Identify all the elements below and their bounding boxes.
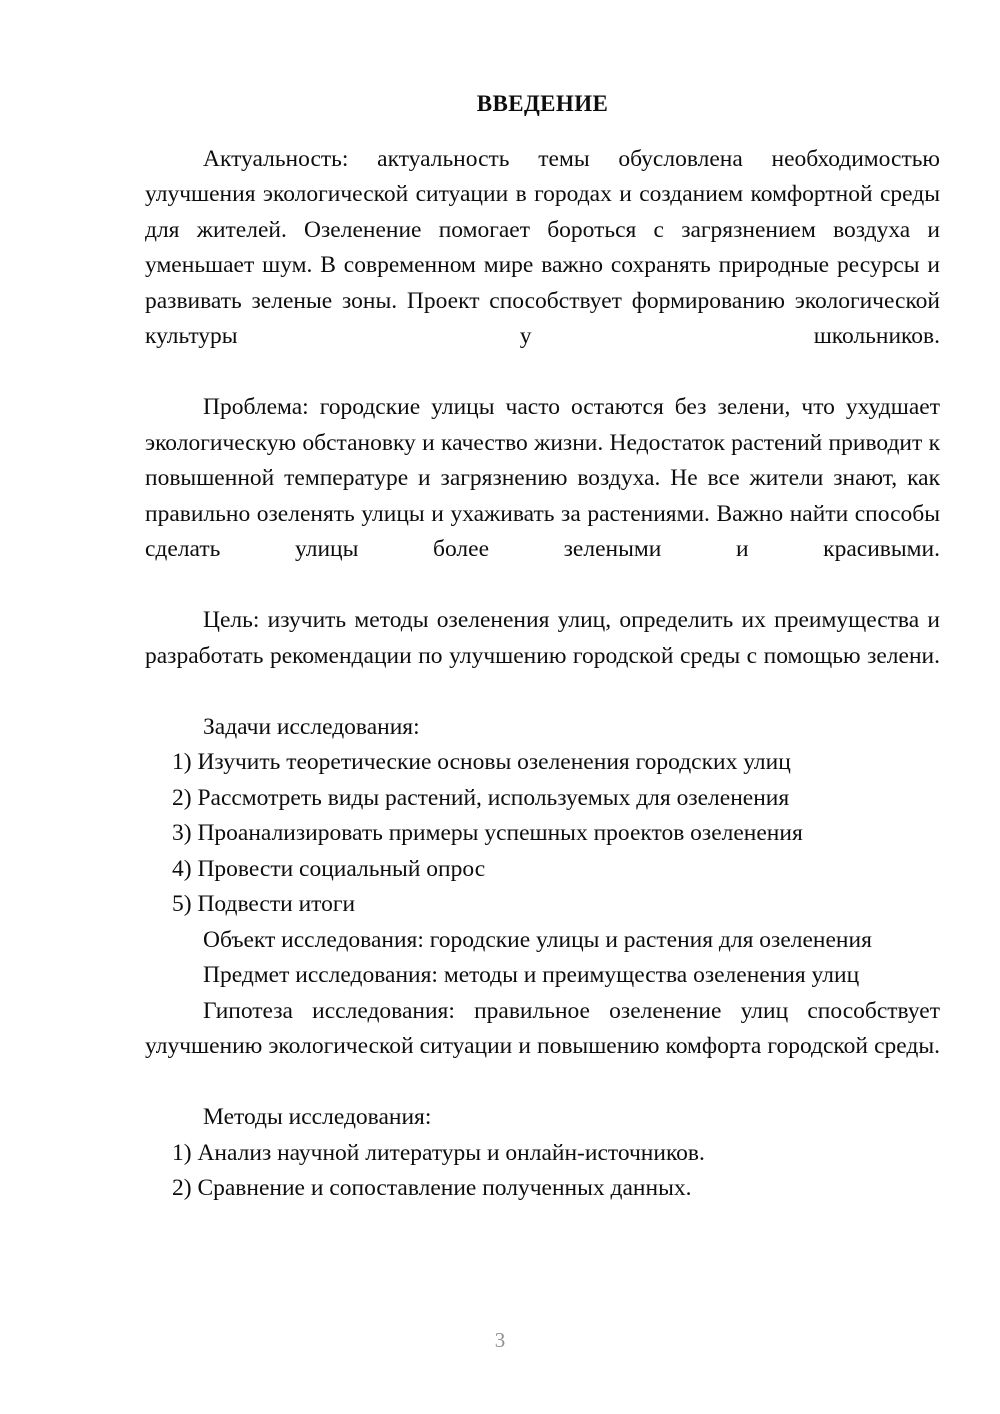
methods-list — [145, 1136, 940, 1207]
tasks-list — [145, 745, 940, 923]
paragraph-problem: Проблема: городские улицы часто остаются без зелени, что ухудшает экологическую обстановку и качество жизни. Недостаток растений приводит к повышенной температуре и загрязнению воздуха. Не все жители знают, как правильно озеленять улицы и ухаживать за растениями. Важно найти способы сделать улицы более зелеными и красивыми. — [145, 394, 940, 563]
line-subject-of-research: Предмет исследования: методы и преимущества озеленения улиц — [203, 962, 860, 989]
document-body — [145, 90, 940, 1207]
paragraph-goal: Цель: изучить методы озеленения улиц, определить их преимущества и разработать рекомендации по улучшению городской среды с помощью зелени. — [145, 607, 940, 669]
heading-tasks: Задачи исследования: — [203, 713, 420, 740]
page-title: ВВЕДЕНИЕ — [476, 91, 609, 116]
list-item: 3) Проанализировать примеры успешных проектов озеленения — [172, 820, 803, 847]
list-item: 2) Сравнение и сопоставление полученных данных. — [172, 1175, 692, 1202]
list-item: 2) Рассмотреть виды растений, используемых для озеленения — [172, 784, 790, 811]
list-item: 1) Анализ научной литературы и онлайн-источников. — [172, 1139, 705, 1166]
heading-methods: Методы исследования: — [203, 1104, 432, 1131]
paragraph-relevance: Актуальность: актуальность темы обусловлена необходимостью улучшения экологической ситуации в городах и созданием комфортной среды для жителей. Озеленение помогает бороться с загрязнением воздуха и уменьшает шум. В современном мире важно сохранять природные ресурсы и развивать зеленые зоны. Проект способствует формированию экологической культуры у школьников. — [145, 145, 940, 350]
page-number: 3 — [494, 1328, 506, 1352]
paragraph-hypothesis: Гипотеза исследования: правильное озеленение улиц способствует улучшению экологической ситуации и повышению комфорта городской среды. — [145, 997, 940, 1060]
list-item: 4) Провести социальный опрос — [172, 855, 486, 882]
list-item: 5) Подвести итоги — [172, 891, 356, 918]
line-object-of-research: Объект исследования: городские улицы и растения для озеленения — [203, 926, 872, 953]
list-item: 1) Изучить теоретические основы озеленения городских улиц — [172, 749, 791, 776]
